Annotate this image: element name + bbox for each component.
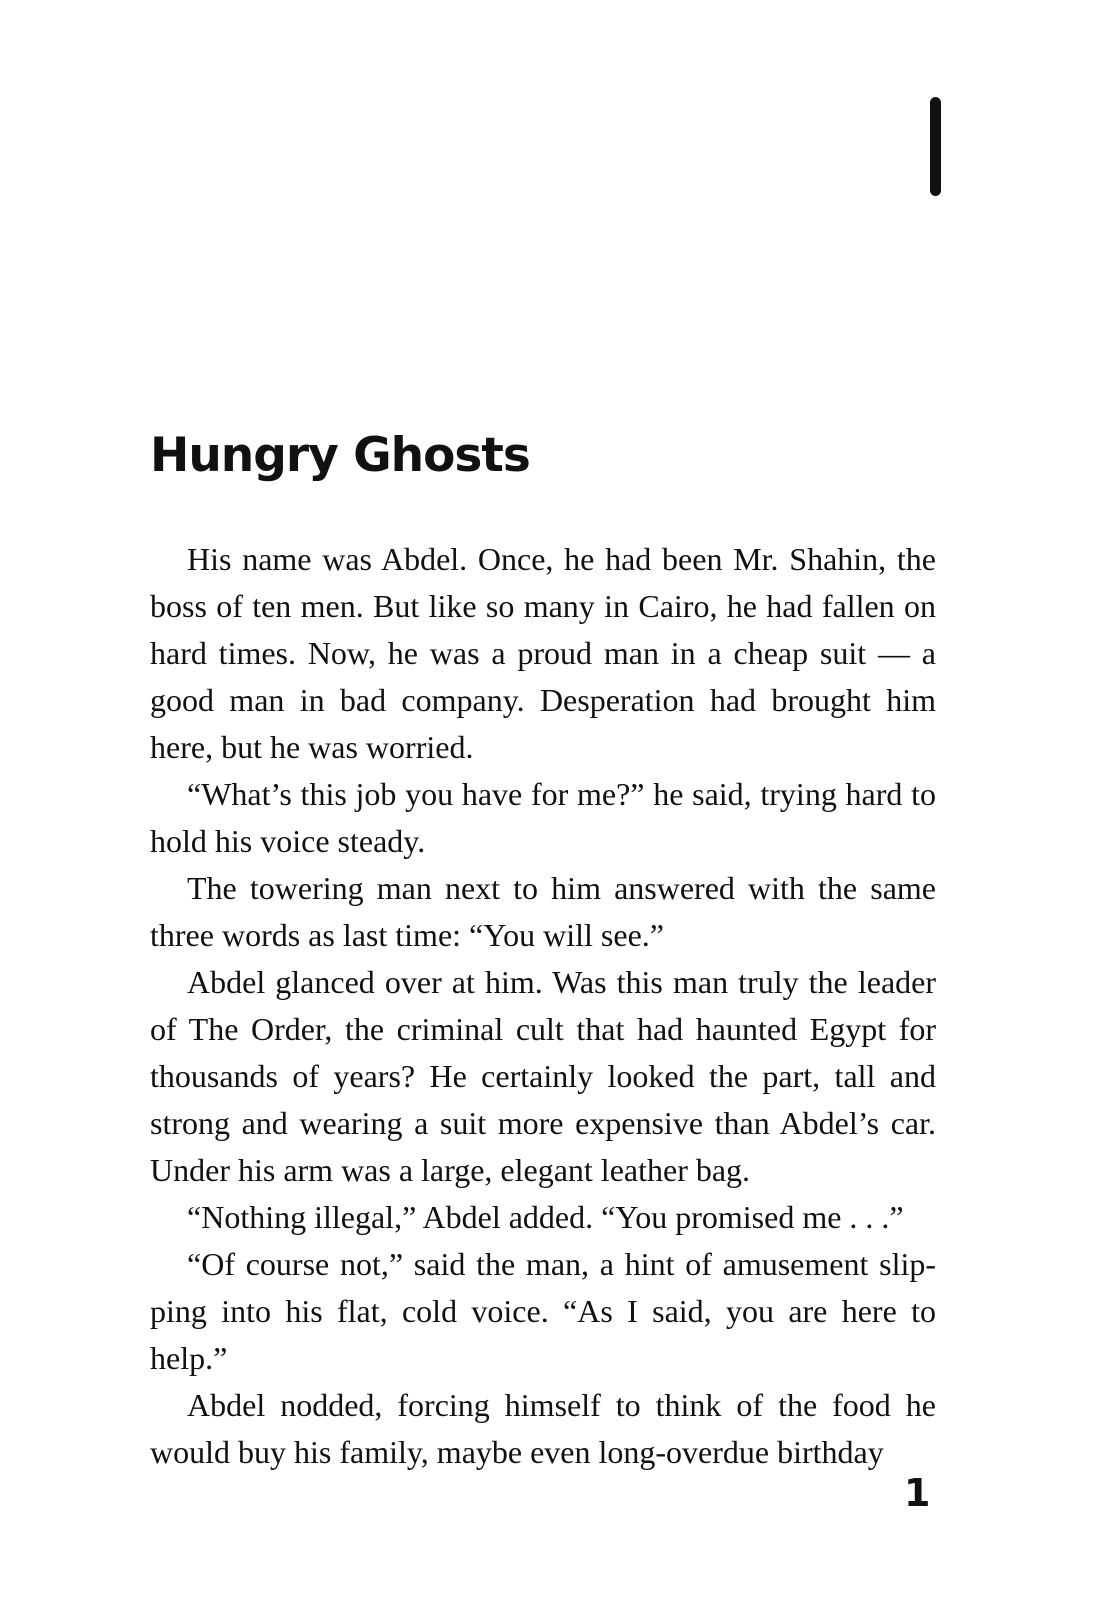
chapter-body — [150, 536, 936, 1476]
paragraph: “Of course not,” said the man, a hint of amusement slipping into his flat, cold voice. “As I said, you are here to help.” — [150, 1246, 936, 1376]
paragraph: “Nothing illegal,” Abdel added. “You promised me . . .” — [187, 1199, 904, 1235]
paragraph: The towering man next to him answered with the same three words as last time: “You will see.” — [150, 870, 936, 953]
paragraph: “What’s this job you have for me?” he said, trying hard to hold his voice steady. — [150, 776, 936, 859]
chapter-number-mark — [930, 97, 941, 196]
paragraph: His name was Abdel. Once, he had been Mr. Shahin, the boss of ten men. But like so many in Cairo, he had fallen on hard times. Now, he was a proud man in a cheap suit — a good man in bad company. Desperation had brought him here, but he was worried. — [150, 541, 936, 765]
page-number: 1 — [904, 1471, 931, 1515]
paragraph: Abdel glanced over at him. Was this man truly the leader of The Order, the criminal cult that had haunted Egypt for thousands of years? He certainly looked the part, tall and strong and wearing a suit more expensive than Abdel’s car. Under his arm was a large, elegant leather bag. — [150, 964, 936, 1188]
paragraph: Abdel nodded, forcing himself to think of the food he would buy his family, maybe even long-overdue birthday — [150, 1387, 936, 1470]
chapter-title: Hungry Ghosts — [150, 428, 530, 483]
